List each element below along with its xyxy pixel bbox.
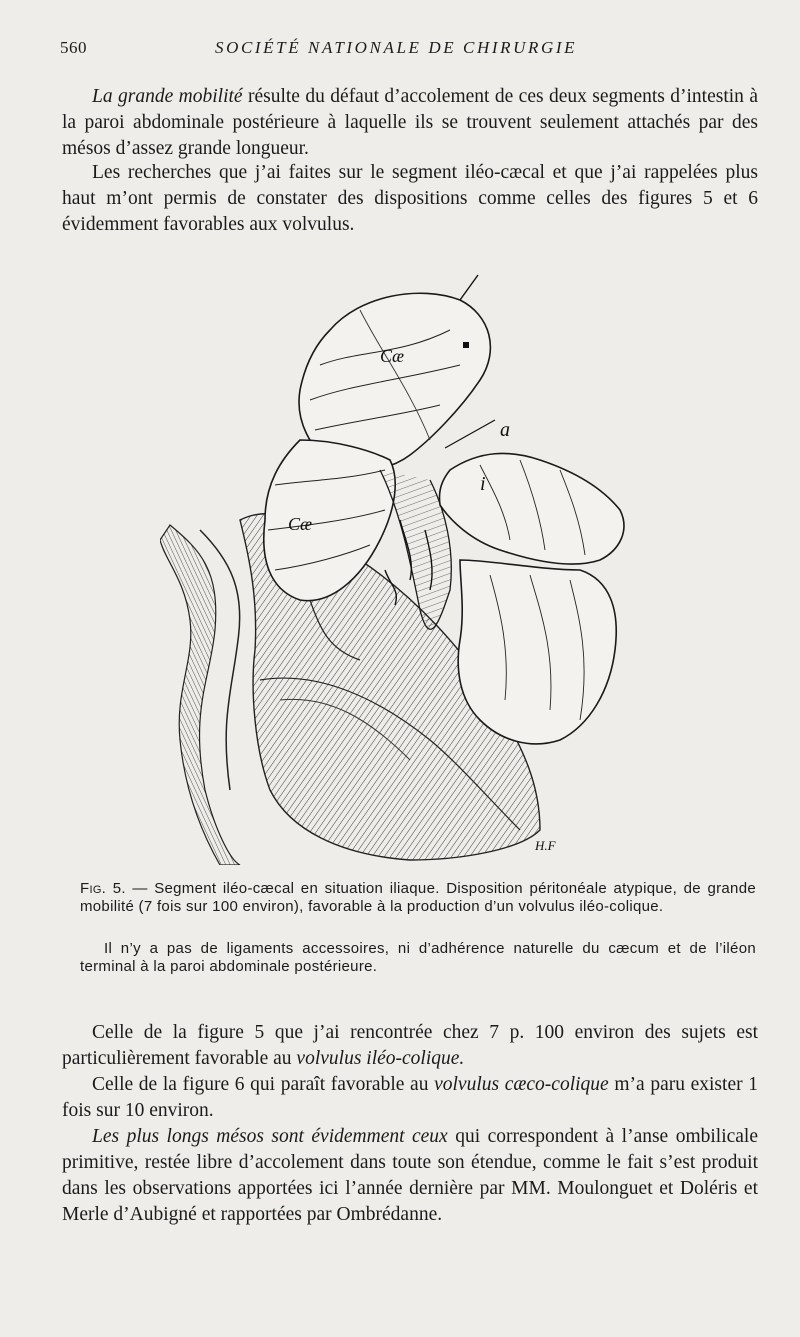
figure-caption-note: Il n’y a pas de ligaments accessoires, ni d’adhérence naturelle du cæcum et de l’iléon terminal à la paroi abdominale postérieure.: [80, 940, 756, 975]
paragraph-4-text-a: Celle de la figure 6 qui paraît favorable au: [92, 1074, 435, 1095]
figure-label: Fig. 5.: [80, 880, 126, 897]
ileum-loop-lower: [458, 560, 616, 744]
label-ce-top: Cæ: [380, 346, 405, 366]
page-number: 560: [60, 38, 87, 57]
abdominal-wall: [160, 525, 240, 865]
paragraph-3-italic: volvulus iléo-colique.: [296, 1048, 465, 1069]
paragraph-4-italic: volvulus cæco-colique: [434, 1074, 609, 1095]
paragraph-4-text-b: m’a paru exister 1 fois sur 10 environ.: [62, 1074, 758, 1121]
ileocecal-illustration: [160, 270, 630, 865]
paragraph-3: [62, 1020, 758, 1072]
paragraph-5-italic: Les plus longs mésos sont évidemment ceux: [92, 1126, 448, 1147]
paragraph-3-text: Celle de la figure 5 que j’ai rencontrée chez 7 p. 100 environ des sujets est particulièrement favorable au: [62, 1022, 758, 1069]
label-a: a: [500, 419, 510, 441]
paragraph-2: Les recherches que j’ai faites sur le segment iléo-cæcal et que j’ai rappelées plus haut m’ont permis de constater des dispositions comme celles des figures 5 et 6 évidemment favorables aux volvulus.: [62, 162, 758, 235]
label-i: i: [480, 473, 486, 495]
paragraph-4: [62, 1072, 758, 1124]
figure-caption: [80, 880, 756, 916]
figure-caption-text: — Segment iléo-cæcal en situation iliaque. Disposition péritonéale atypique, de grande mobilité (7 fois sur 100 environ), favorable à la production d’un volvulus iléo-colique.: [80, 880, 756, 915]
paragraph-1-italic: La grande mobilité: [92, 86, 243, 107]
label-ce-left: Cæ: [288, 514, 313, 534]
anatomical-figure: [160, 270, 630, 865]
paragraph-1-text: résulte du défaut d’accolement de ces deux segments d’intestin à la paroi abdominale postérieure à laquelle ils se trouvent seulement attachés par des mésos d’assez grande longueur.: [62, 86, 758, 159]
running-head: [60, 38, 760, 62]
journal-title: SOCIÉTÉ NATIONALE DE CHIRURGIE: [215, 38, 578, 57]
label-signature: H.F: [535, 838, 556, 853]
paragraph-5: [62, 1124, 758, 1228]
paragraph-5-text: qui correspondent à l’anse ombilicale primitive, restée libre d’accolement dans toute son étendue, comme le fait s’est produit dans les observations apportées ici l’année dernière par MM. Moulonguet et Doléris et Merle d’Aubigné et rapportées par Ombrédanne.: [62, 1126, 758, 1225]
ileum-loop-upper: [439, 453, 623, 564]
paragraph-1: [62, 84, 758, 162]
